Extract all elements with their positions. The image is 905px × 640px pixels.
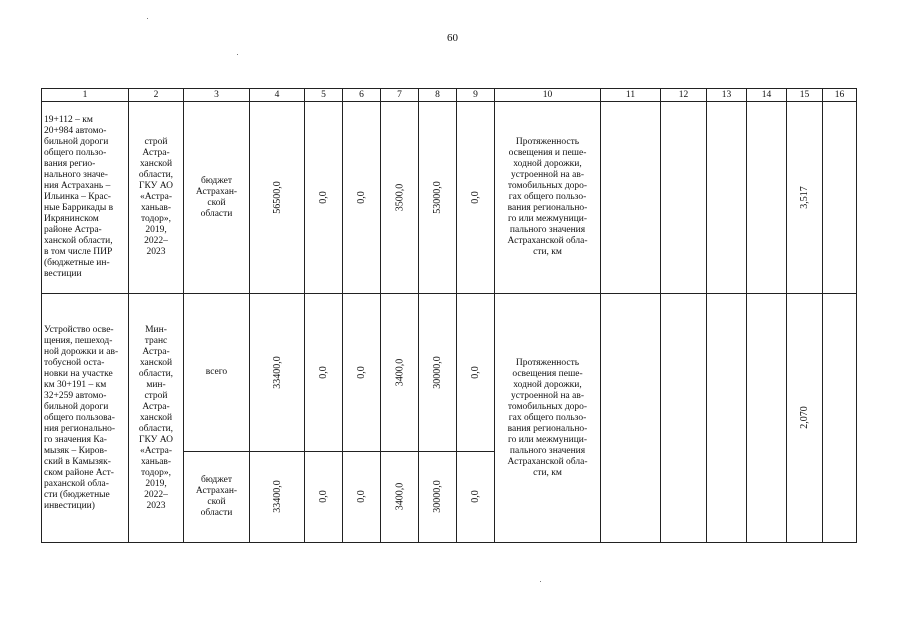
program-table — [41, 88, 857, 543]
value-text: 0,0 — [318, 490, 329, 503]
column-number: 4 — [250, 89, 305, 102]
column-number: 5 — [305, 89, 343, 102]
value-text: 0,0 — [356, 365, 367, 379]
empty-cell — [601, 294, 661, 543]
value-cell — [457, 294, 495, 452]
value-cell — [787, 102, 823, 294]
indicator-cell: Протяженность освещения и пеше- ходной дорожки, устроенной на ав- томобильных доро- гах общего пользо- вания регионально- го или межмуници- пального значения Астраханской обла- сти, км — [495, 102, 601, 294]
column-number: 13 — [707, 89, 747, 102]
value-cell — [381, 294, 419, 452]
value-cell — [419, 294, 457, 452]
column-number: 2 — [129, 89, 184, 102]
value-cell — [419, 102, 457, 294]
value-cell — [457, 452, 495, 543]
value-text: 53000,0 — [432, 180, 443, 214]
value-text: 56500,0 — [271, 180, 283, 214]
empty-cell — [823, 102, 857, 294]
empty-cell — [747, 294, 787, 543]
column-number: 10 — [495, 89, 601, 102]
empty-cell — [823, 294, 857, 543]
column-number: 15 — [787, 89, 823, 102]
value-cell — [305, 452, 343, 543]
column-number: 8 — [419, 89, 457, 102]
value-cell — [305, 102, 343, 294]
value-text: 33400,0 — [271, 355, 283, 389]
value-cell — [381, 102, 419, 294]
column-number: 7 — [381, 89, 419, 102]
column-number: 6 — [343, 89, 381, 102]
value-cell — [787, 294, 823, 543]
value-text: 30000,0 — [432, 355, 443, 389]
value-text: 0,0 — [470, 490, 481, 503]
funding-source: бюджет Астрахан- ской области — [184, 102, 250, 294]
value-text: 30000,0 — [432, 480, 443, 513]
value-cell — [343, 102, 381, 294]
scan-speck — [147, 18, 148, 19]
funding-source: бюджет Астрахан- ской области — [184, 452, 250, 543]
value-cell — [250, 102, 305, 294]
empty-cell — [601, 102, 661, 294]
column-number: 11 — [601, 89, 661, 102]
empty-cell — [661, 294, 707, 543]
value-cell — [305, 294, 343, 452]
value-cell — [343, 452, 381, 543]
column-number-row — [42, 89, 857, 102]
table-row — [42, 294, 857, 452]
page-number: 60 — [447, 32, 458, 44]
value-cell — [250, 294, 305, 452]
table-row — [42, 102, 857, 294]
empty-cell — [707, 294, 747, 543]
value-text: 0,0 — [470, 365, 481, 379]
value-text: 0,0 — [318, 365, 329, 379]
scan-speck — [237, 54, 238, 55]
scan-speck — [540, 581, 541, 582]
indicator-cell: Протяженность освещения пеше- ходной дорожки, устроенной на ав- томобильных доро- гах общего пользо- вания регионально- го или межмуници- пального значения Астраханской обла- сти, км — [495, 294, 601, 543]
value-text: 0,0 — [318, 190, 329, 204]
column-number: 1 — [42, 89, 129, 102]
value-text: 2,070 — [799, 406, 810, 429]
value-text: 3500,0 — [394, 183, 405, 211]
executor-cell: строй Астра- ханской области, ГКУ АО «Астра- ханьав- тодор», 2019, 2022– 2023 — [129, 102, 184, 294]
value-text: 3,517 — [799, 185, 810, 209]
empty-cell — [707, 102, 747, 294]
value-cell — [381, 452, 419, 543]
value-cell — [457, 102, 495, 294]
value-cell — [419, 452, 457, 543]
value-text: 0,0 — [470, 190, 481, 204]
measure-name: Устройство осве- щения, пешеход- ной дорожки и ав- тобусной оста- новки на участке км 30+191 – км 32+259 автомо- бильной дороги общего пользова- ния регионально- го значения Ка- мызяк – Киров- ский в Камызяк- ском районе Аст- раханской обла- сти (бюджетные инвестиции) — [42, 294, 129, 543]
column-number: 12 — [661, 89, 707, 102]
value-text: 3400,0 — [394, 482, 405, 511]
column-number: 3 — [184, 89, 250, 102]
value-text: 3400,0 — [394, 358, 405, 386]
empty-cell — [747, 102, 787, 294]
empty-cell — [661, 102, 707, 294]
value-text: 33400,0 — [271, 480, 283, 513]
value-cell — [343, 294, 381, 452]
value-text: 0,0 — [356, 490, 367, 503]
column-number: 14 — [747, 89, 787, 102]
column-number: 16 — [823, 89, 857, 102]
value-cell — [250, 452, 305, 543]
measure-name: 19+112 – км 20+984 автомо- бильной дороги общего пользо- вания регио- нального значе- ния Астрахань – Ильинка – Крас- ные Баррикады в Икрянинском районе Астра- ханской области, в том числе ПИР (бюджетные ин- вестиции — [42, 102, 129, 294]
funding-source: всего — [184, 294, 250, 452]
column-number: 9 — [457, 89, 495, 102]
value-text: 0,0 — [356, 190, 367, 204]
executor-cell: Мин- транс Астра- ханской области, мин- строй Астра- ханской области, ГКУ АО «Астра- ханьав- тодор», 2019, 2022– 2023 — [129, 294, 184, 543]
